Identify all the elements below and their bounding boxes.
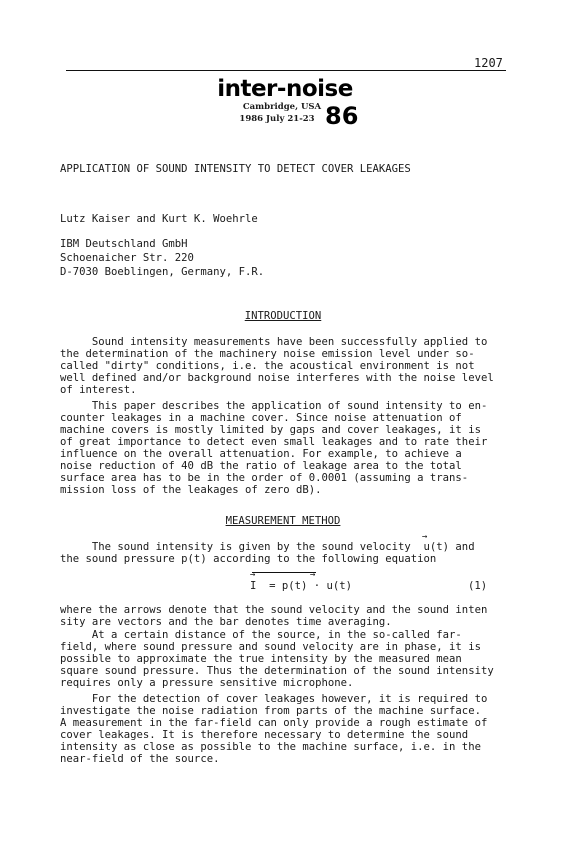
vector-arrow-icon: →	[310, 570, 316, 580]
method-intro	[60, 541, 510, 565]
text-line: counter leakages in a machine cover. Since noise attenuation of	[60, 412, 462, 424]
logo-dates: 1986 July 21-23	[239, 114, 315, 124]
equation: I = p(t) · u(t)	[250, 580, 353, 592]
text-line: This paper describes the application of sound intensity to en-	[60, 400, 488, 412]
text-line: of interest.	[60, 384, 137, 396]
equation-number: (1)	[468, 580, 488, 592]
text-line: Sound intensity measurements have been successfully applied to	[60, 336, 488, 348]
text-line: field, where sound pressure and sound velocity are in phase, it is	[60, 641, 481, 653]
text-line: investigate the noise radiation from parts of the machine surface.	[60, 705, 481, 717]
text-line: near-field of the source.	[60, 753, 220, 765]
text-line: of great importance to detect even small leakages and to rate their	[60, 436, 488, 448]
text-line: machine covers is mostly limited by gaps and cover leakages, it is	[60, 424, 481, 436]
text-line: the determination of the machinery noise emission level under so-	[60, 348, 475, 360]
logo-word: inter-noise	[217, 76, 353, 102]
text-line: intensity as close as possible to the machine surface, i.e. in the	[60, 741, 481, 753]
affiliation-line: IBM Deutschland GmbH	[60, 238, 188, 250]
text-line: noise reduction of 40 dB the ratio of leakage area to the total	[60, 460, 462, 472]
text-line: well defined and/or background noise interferes with the noise level	[60, 372, 494, 384]
text-line: mission loss of the leakages of zero dB).	[60, 484, 322, 496]
vector-arrow-icon: →	[250, 570, 256, 580]
introduction-paragraph	[60, 336, 510, 396]
method-paragraph	[60, 629, 510, 689]
equation-overline	[252, 572, 316, 573]
affiliation-line: D-7030 Boeblingen, Germany, F.R.	[60, 266, 265, 278]
affiliation-line: Schoenaicher Str. 220	[60, 252, 194, 264]
text-line: cover leakages. It is therefore necessary to determine the sound	[60, 729, 469, 741]
text-line: the sound pressure p(t) according to the following equation	[60, 553, 437, 565]
vector-arrow-icon: →	[422, 532, 428, 542]
introduction-paragraph	[60, 400, 510, 496]
introduction-heading: INTRODUCTION	[244, 310, 322, 322]
page-number: 1207	[474, 56, 503, 70]
text-line: A measurement in the far-field can only provide a rough estimate of	[60, 717, 488, 729]
method-heading: MEASUREMENT METHOD	[225, 515, 341, 527]
logo-city: Cambridge, USA	[242, 102, 322, 112]
text-line: where the arrows denote that the sound velocity and the sound inten	[60, 604, 488, 616]
text-line: requires only a pressure sensitive microphone.	[60, 677, 354, 689]
method-paragraph	[60, 604, 510, 628]
logo-year: 86	[325, 102, 359, 130]
paper-title: APPLICATION OF SOUND INTENSITY TO DETECT COVER LEAKAGES	[60, 163, 411, 175]
text-line: possible to approximate the true intensity by the measured mean	[60, 653, 462, 665]
text-line: square sound pressure. Thus the determination of the sound intensity	[60, 665, 494, 677]
text-line: influence on the overall attenuation. For example, to achieve a	[60, 448, 462, 460]
text-line: For the detection of cover leakages however, it is required to	[60, 693, 488, 705]
text-line: called "dirty" conditions, i.e. the acoustical environment is not	[60, 360, 475, 372]
text-line: sity are vectors and the bar denotes time averaging.	[60, 616, 392, 628]
authors: Lutz Kaiser and Kurt K. Woehrle	[60, 213, 258, 225]
text-line: The sound intensity is given by the sound velocity u(t) and	[60, 541, 475, 553]
text-line: At a certain distance of the source, in the so-called far-	[60, 629, 462, 641]
text-line: surface area has to be in the order of 0.0001 (assuming a trans-	[60, 472, 469, 484]
conference-logo	[210, 74, 370, 134]
method-paragraph	[60, 693, 510, 765]
header-rule	[66, 70, 506, 71]
